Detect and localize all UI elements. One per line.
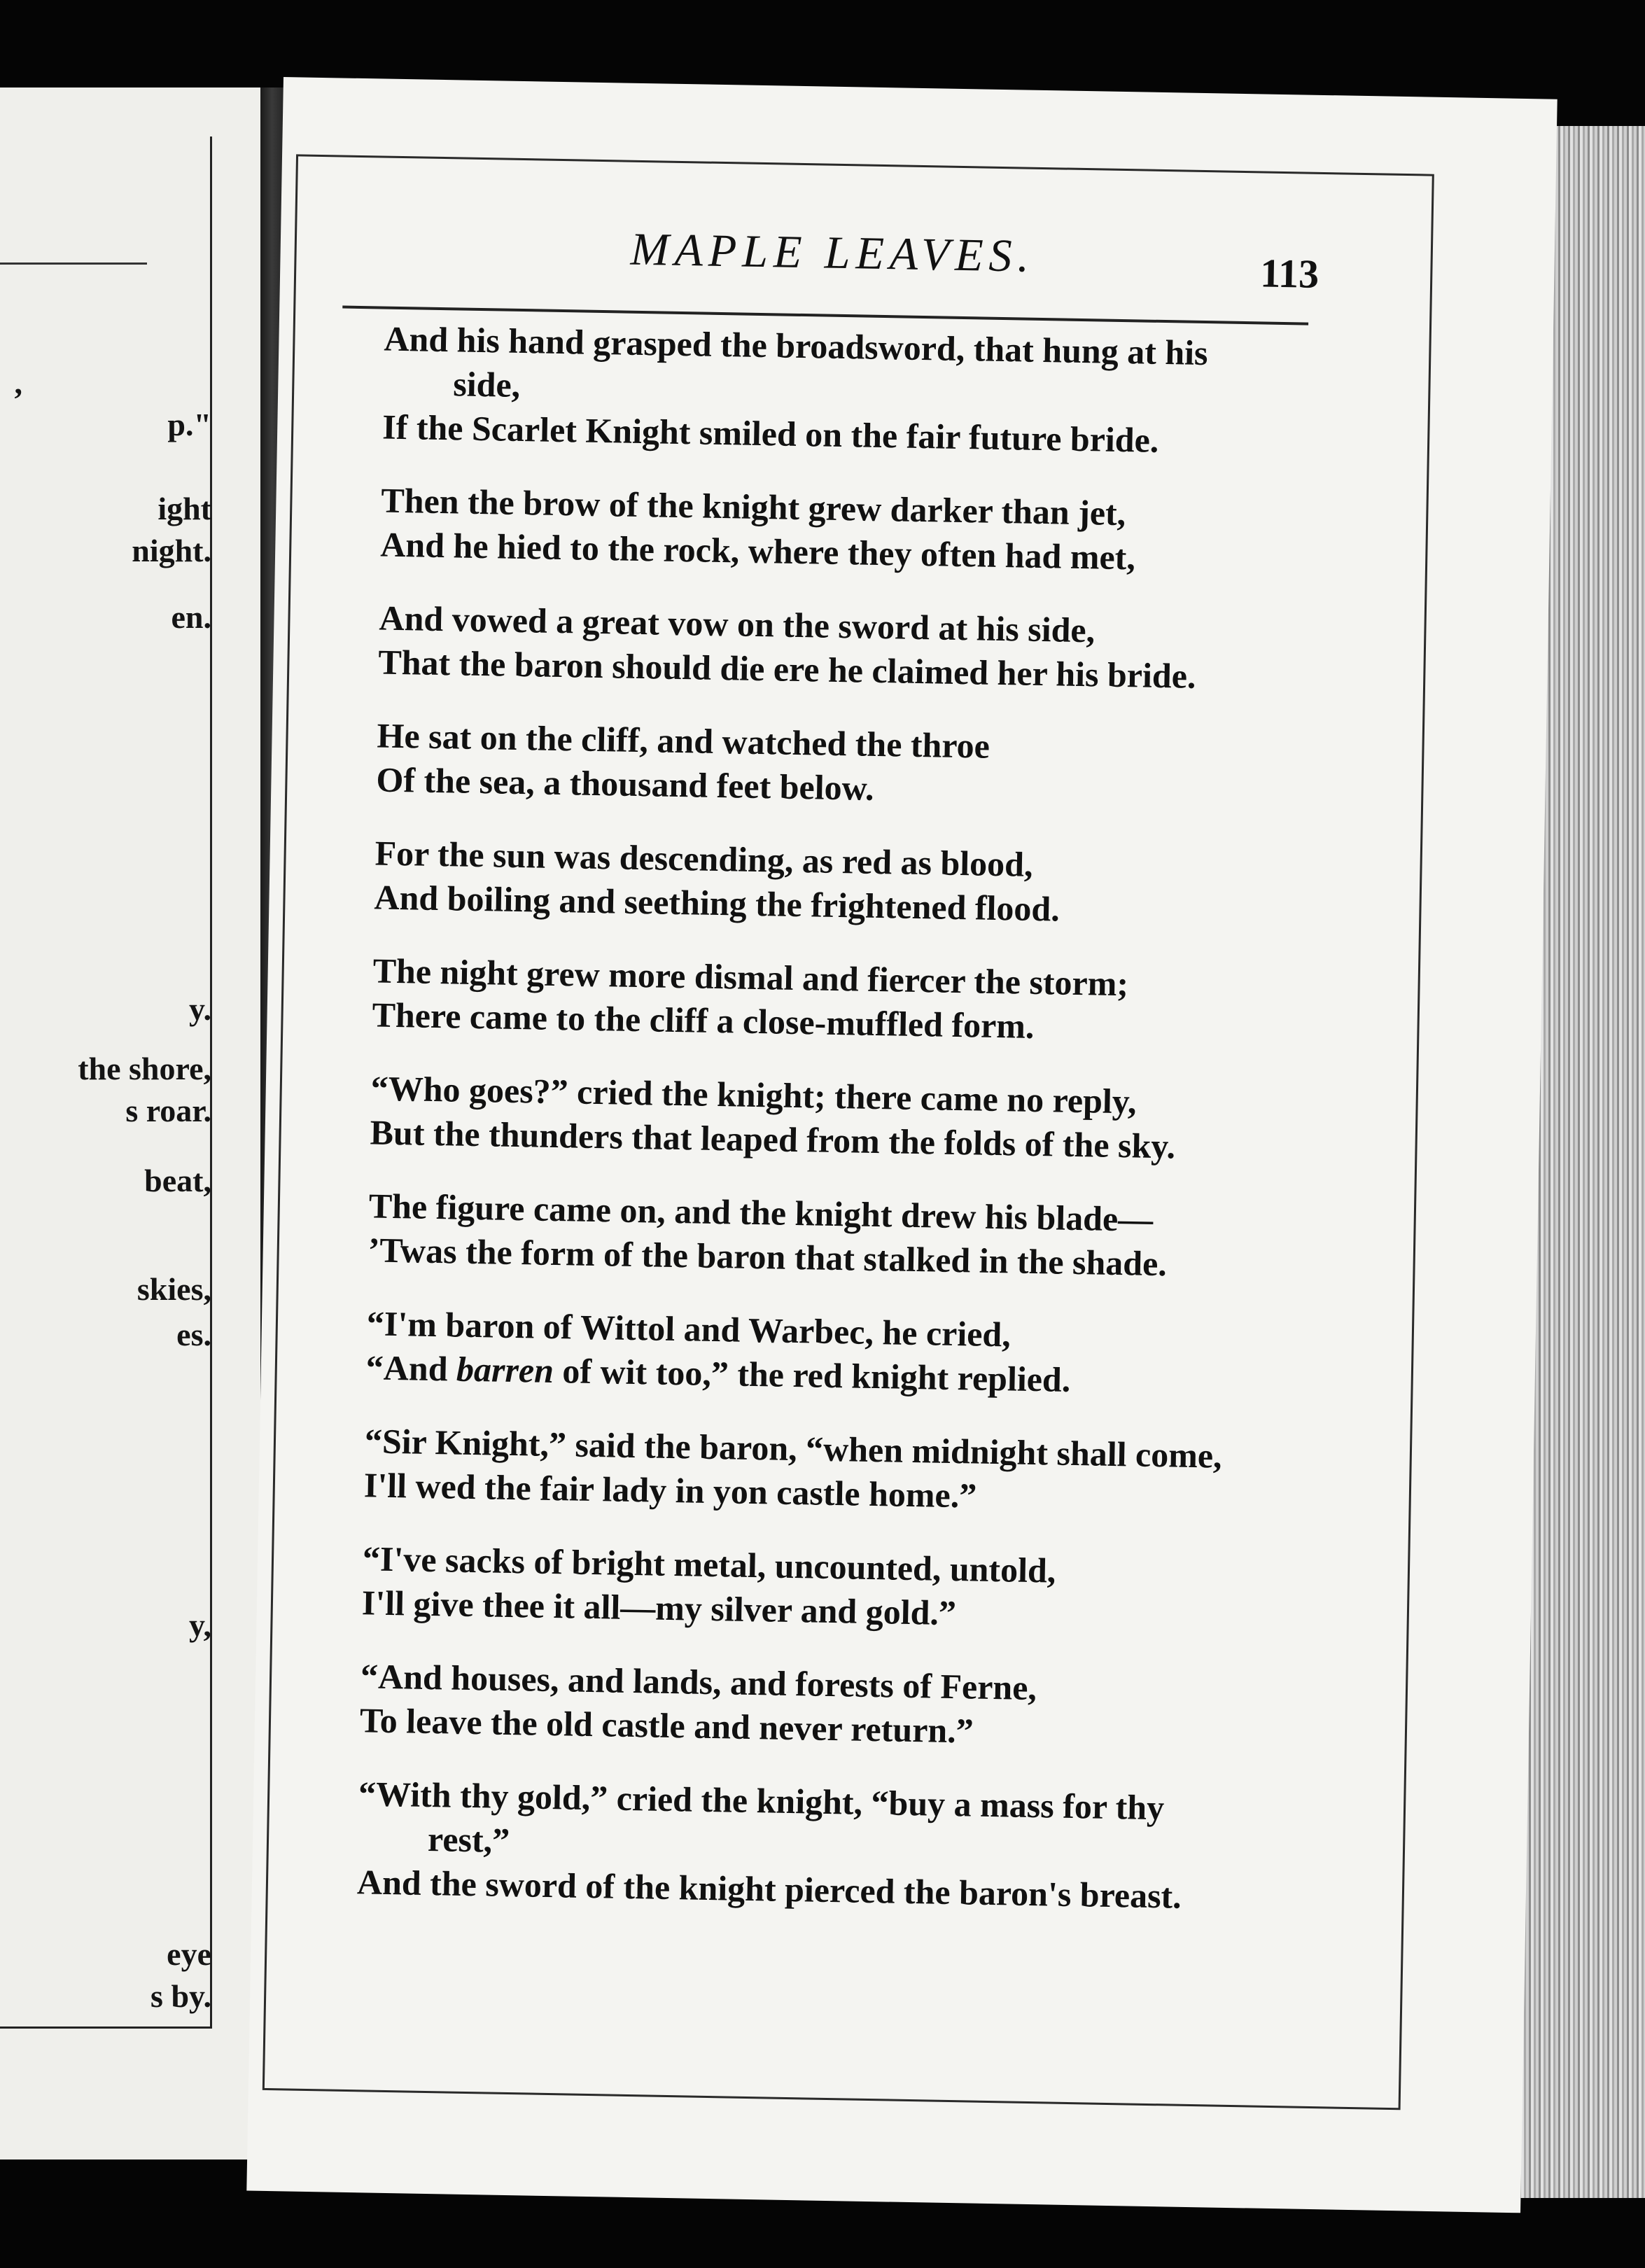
left-page-fragment: y. — [189, 991, 211, 1027]
line-text: “And — [365, 1348, 457, 1389]
poem-line: “Sir Knight,” said the baron, “when midnight shall come, — [364, 1421, 1223, 1476]
poem-line: And he hied to the rock, where they often had met, — [379, 524, 1136, 578]
left-page-fragment: en. — [171, 599, 211, 635]
poem-line: And the sword of the knight pierced the baron's breast. — [356, 1862, 1182, 1916]
poem-line: The night grew more dismal and fiercer the storm; — [372, 951, 1129, 1004]
poem-line: ’Twas the form of the baron that stalked in the shade. — [368, 1230, 1168, 1284]
poem-line: But the thunders that leaped from the folds of the sky. — [370, 1112, 1176, 1166]
stanza — [361, 1536, 1357, 1642]
left-page — [0, 88, 263, 2160]
poem-line: He sat on the cliff, and watched the throe — [377, 715, 990, 766]
left-page-fragment: ight — [158, 491, 211, 526]
poem-line: “I've sacks of bright metal, uncounted, untold, — [362, 1539, 1056, 1590]
poem-line: rest,” — [427, 1819, 510, 1861]
stanza — [365, 1301, 1361, 1407]
left-page-fragment: p." — [167, 407, 211, 442]
left-page-fragment: the shore, — [78, 1051, 211, 1086]
poem-line: I'll wed the fair lady in yon castle home.” — [363, 1465, 977, 1516]
stanza — [359, 1654, 1354, 1760]
poem-line: And boiling and seething the frightened flood. — [374, 877, 1060, 929]
poem-line: “Who goes?” cried the knight; there came no reply, — [370, 1068, 1138, 1121]
poem-line: “And houses, and lands, and forests of Ferne, — [360, 1656, 1037, 1708]
left-page-fragment: s roar. — [125, 1093, 211, 1128]
poem-line: There came to the cliff a close-muffled form. — [372, 995, 1035, 1046]
page-number: 113 — [1259, 250, 1320, 297]
poem-line: And vowed a great vow on the sword at his side, — [379, 598, 1096, 650]
line-text: of wit too,” the red knight replied. — [553, 1351, 1071, 1399]
stanza — [370, 1066, 1365, 1172]
poem-line: Of the sea, a thousand feet below. — [376, 760, 874, 808]
stanza — [376, 713, 1371, 819]
poem-line: For the sun was descending, as red as blood, — [374, 833, 1034, 884]
left-page-fragment: s by. — [150, 1978, 211, 2014]
poem-line: side, — [452, 364, 521, 405]
poem-line: And his hand grasped the broadsword, that hung at his — [384, 318, 1209, 373]
left-page-fragment: night. — [132, 533, 211, 568]
left-page-fragment: skies, — [136, 1271, 211, 1307]
poem-line: “With thy gold,” cried the knight, “buy a mass for thy — [358, 1774, 1165, 1828]
poem-line: I'll give thee it all—my silver and gold.” — [361, 1583, 957, 1633]
poem-line: If the Scarlet Knight smiled on the fair future bride. — [382, 407, 1159, 460]
poem-body — [356, 317, 1378, 1951]
stanza — [380, 479, 1376, 584]
poem-line: To leave the old castle and never return.” — [359, 1700, 974, 1751]
left-page-fragment: , — [14, 365, 22, 400]
left-page-fragment: eye — [167, 1936, 211, 1972]
poem-line: The figure came on, and the knight drew his blade— — [368, 1186, 1154, 1239]
line-text-italic: barren — [456, 1349, 554, 1391]
poem-line: That the baron should die ere he claimed her his bride. — [377, 642, 1196, 696]
stanza — [374, 831, 1369, 937]
left-page-rule — [0, 262, 147, 265]
poem-line: “I'm baron of Wittol and Warbec, he cried, — [366, 1303, 1011, 1354]
poem-line: Then the brow of the knight grew darker than jet, — [380, 480, 1126, 533]
right-page — [246, 77, 1557, 2213]
stanza — [368, 1184, 1363, 1289]
left-page-fragment: beat, — [144, 1163, 211, 1198]
stanza — [356, 1772, 1352, 1921]
stanza — [372, 948, 1367, 1054]
stanza — [378, 596, 1373, 702]
running-title: MAPLE LEAVES. — [630, 223, 1035, 282]
stanza — [363, 1419, 1359, 1525]
left-page-fragment: es. — [176, 1317, 211, 1352]
stanza — [382, 317, 1378, 467]
left-page-fragment: y, — [189, 1607, 211, 1643]
